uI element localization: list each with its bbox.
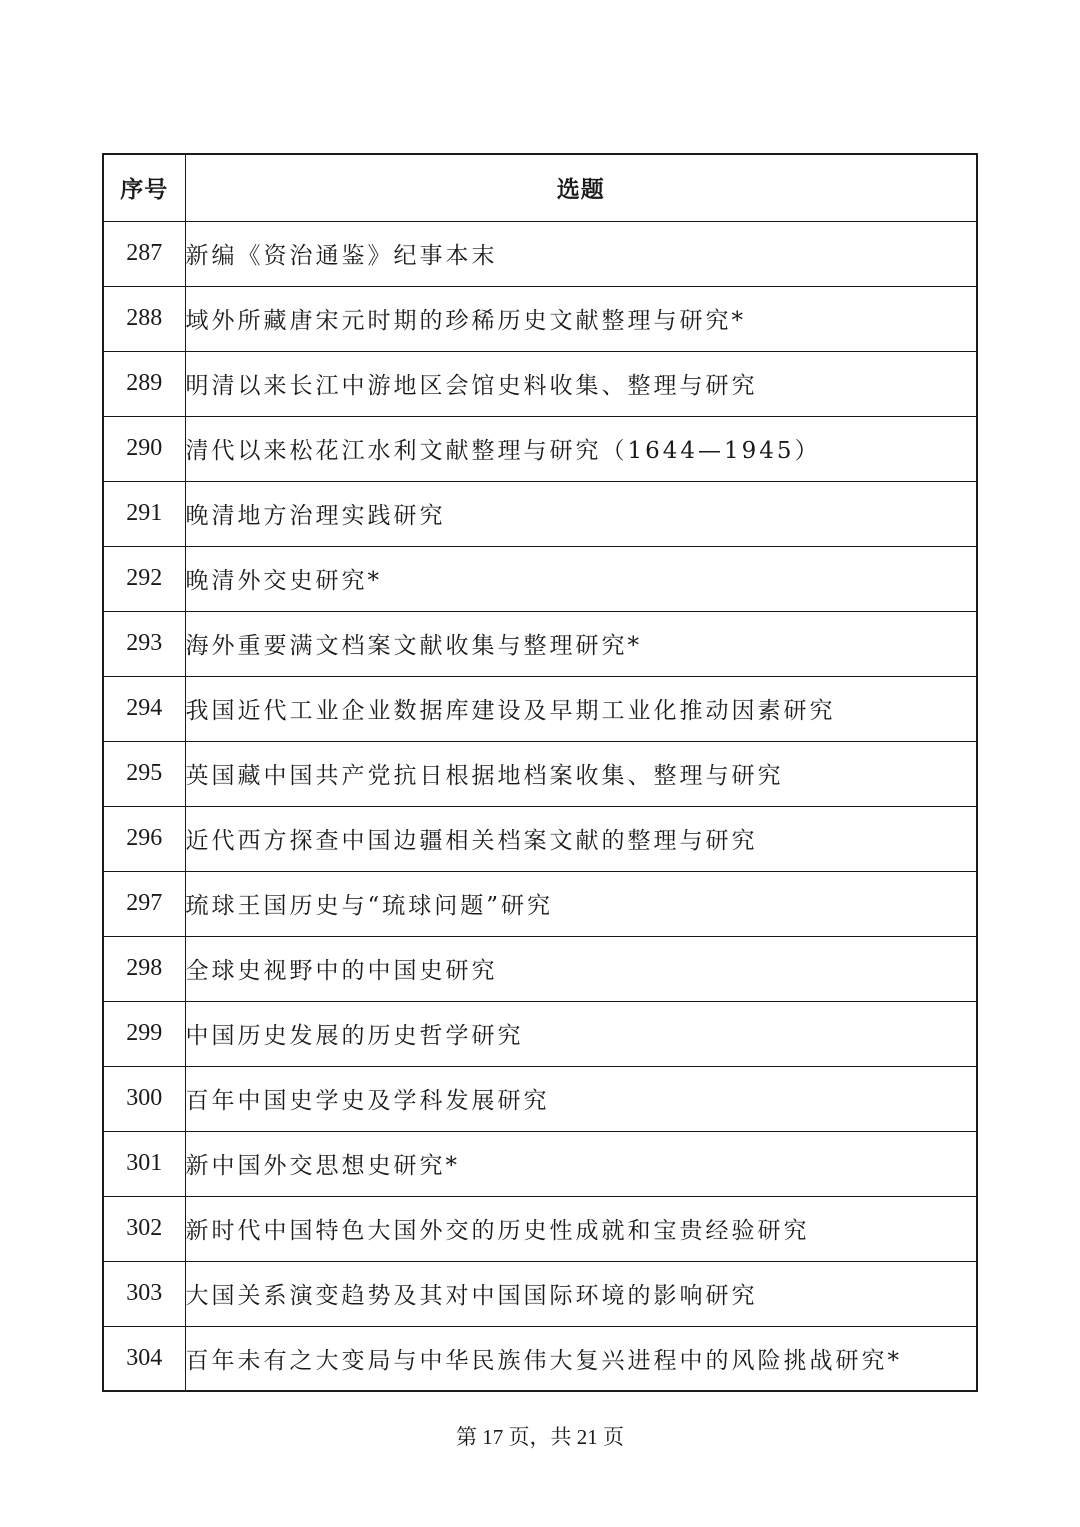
table-row [103,676,977,741]
row-topic: 域外所藏唐宋元时期的珍稀历史文献整理与研究* [185,286,977,351]
table-row [103,871,977,936]
topics-table [102,153,978,1392]
row-number: 293 [103,611,185,676]
table-row [103,1261,977,1326]
table-header-row [103,154,977,221]
header-number: 序号 [103,154,185,221]
table-row [103,741,977,806]
row-topic: 晚清外交史研究* [185,546,977,611]
row-number: 304 [103,1326,185,1391]
table-row [103,1196,977,1261]
row-number: 289 [103,351,185,416]
page-footer: 第 17 页，共 21 页 [456,1425,624,1449]
table-row [103,1326,977,1391]
table-row [103,481,977,546]
row-topic: 英国藏中国共产党抗日根据地档案收集、整理与研究 [185,741,977,806]
table-row [103,416,977,481]
row-topic: 新中国外交思想史研究* [185,1131,977,1196]
row-topic: 全球史视野中的中国史研究 [185,936,977,1001]
row-topic: 清代以来松花江水利文献整理与研究（1644—1945） [185,416,977,481]
row-topic: 近代西方探查中国边疆相关档案文献的整理与研究 [185,806,977,871]
table-row [103,936,977,1001]
row-topic: 大国关系演变趋势及其对中国国际环境的影响研究 [185,1261,977,1326]
row-topic: 百年未有之大变局与中华民族伟大复兴进程中的风险挑战研究* [185,1326,977,1391]
row-topic: 新时代中国特色大国外交的历史性成就和宝贵经验研究 [185,1196,977,1261]
row-number: 302 [103,1196,185,1261]
row-number: 298 [103,936,185,1001]
row-topic: 琉球王国历史与“琉球问题”研究 [185,871,977,936]
header-topic: 选题 [185,154,977,221]
row-number: 300 [103,1066,185,1131]
row-topic: 中国历史发展的历史哲学研究 [185,1001,977,1066]
row-number: 291 [103,481,185,546]
row-number: 288 [103,286,185,351]
row-topic: 明清以来长江中游地区会馆史料收集、整理与研究 [185,351,977,416]
table-row [103,286,977,351]
row-number: 287 [103,221,185,286]
row-number: 299 [103,1001,185,1066]
row-number: 301 [103,1131,185,1196]
table-row [103,546,977,611]
row-topic: 我国近代工业企业数据库建设及早期工业化推动因素研究 [185,676,977,741]
row-number: 295 [103,741,185,806]
row-topic: 百年中国史学史及学科发展研究 [185,1066,977,1131]
table-row [103,806,977,871]
table-body [103,221,977,1391]
row-number: 292 [103,546,185,611]
row-number: 296 [103,806,185,871]
table-row [103,611,977,676]
table-row [103,1131,977,1196]
table-row [103,1001,977,1066]
row-topic: 海外重要满文档案文献收集与整理研究* [185,611,977,676]
row-topic: 新编《资治通鉴》纪事本末 [185,221,977,286]
table-row [103,221,977,286]
row-topic: 晚清地方治理实践研究 [185,481,977,546]
table-row [103,1066,977,1131]
row-number: 290 [103,416,185,481]
table-row [103,351,977,416]
row-number: 294 [103,676,185,741]
row-number: 297 [103,871,185,936]
row-number: 303 [103,1261,185,1326]
